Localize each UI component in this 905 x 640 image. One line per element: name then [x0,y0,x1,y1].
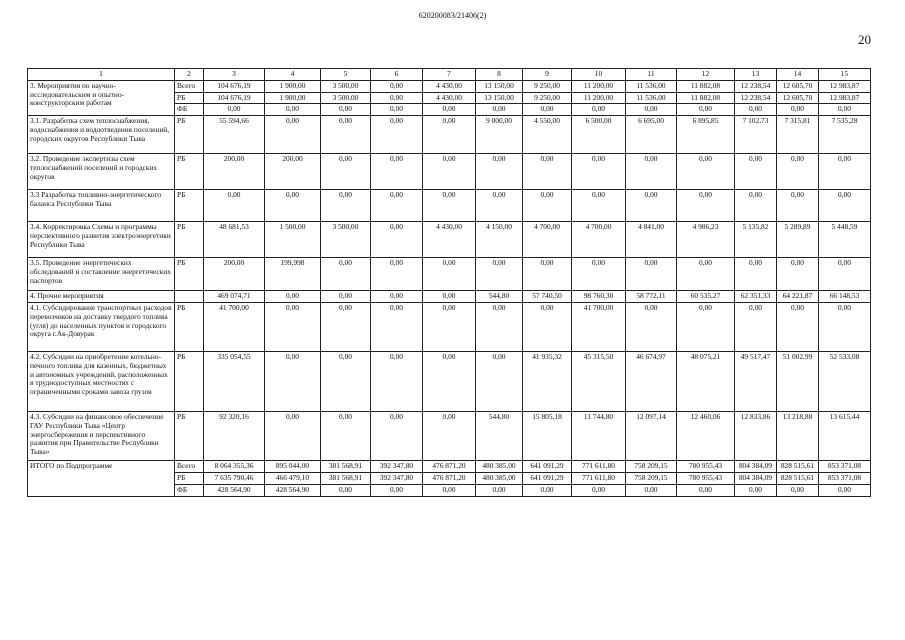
value-cell: 804 384,09 [735,461,777,473]
value-cell: 0,00 [777,485,819,497]
value-cell: 12 238,54 [735,92,777,104]
value-cell: 0,00 [265,412,321,461]
value-cell: 0,00 [626,154,677,190]
value-cell: 0,00 [819,258,871,291]
value-cell: 48 681,53 [204,222,265,258]
value-cell: 104 676,19 [204,81,265,93]
value-cell: 8 064 355,36 [204,461,265,473]
value-cell: 104 676,19 [204,92,265,104]
value-cell: 0,00 [735,154,777,190]
funding-source: ФБ [175,104,204,116]
value-cell: 4 430,00 [423,222,476,258]
budget-table [27,68,871,497]
value-cell: 0,00 [371,116,423,154]
value-cell: 758 209,15 [626,473,677,485]
value-cell: 41 700,00 [204,303,265,352]
value-cell: 4 550,00 [523,116,572,154]
value-cell: 0,00 [572,104,626,116]
value-cell: 200,00 [204,154,265,190]
row-label: 3.2. Проведение экспертизы схем теплоснабжений поселений и городских округов [28,154,175,190]
value-cell: 0,00 [523,154,572,190]
value-cell: 480 385,00 [476,461,523,473]
value-cell: 12 097,14 [626,412,677,461]
value-cell: 0,00 [265,352,321,412]
value-cell: 0,00 [476,485,523,497]
row-label: 4.3. Субсидии на финансовое обеспечение ГАУ Республики Тыва «Центр энергосбережения и перспективного развития при Правительстве Республики Тыва» [28,412,175,461]
value-cell: 0,00 [423,303,476,352]
value-cell: 12 238,54 [735,81,777,93]
value-cell: 476 871,20 [423,473,476,485]
funding-source: РБ [175,190,204,222]
value-cell: 0,00 [677,258,735,291]
column-header: 8 [476,69,523,81]
value-cell: 0,00 [572,485,626,497]
table-row [28,303,871,352]
column-header: 12 [677,69,735,81]
value-cell: 0,00 [626,190,677,222]
value-cell: 48 075,21 [677,352,735,412]
funding-source: РБ [175,412,204,461]
funding-source [175,291,204,303]
value-cell: 392 347,80 [371,461,423,473]
value-cell: 0,00 [476,352,523,412]
value-cell: 428 564,90 [265,485,321,497]
value-cell: 780 955,43 [677,473,735,485]
value-cell: 480 385,00 [476,473,523,485]
value-cell: 0,00 [572,258,626,291]
value-cell: 0,00 [321,303,371,352]
column-header: 2 [175,69,204,81]
value-cell: 4 150,00 [476,222,523,258]
value-cell: 641 091,29 [523,473,572,485]
value-cell: 11 200,00 [572,81,626,93]
value-cell: 11 200,00 [572,92,626,104]
value-cell: 52 533,08 [819,352,871,412]
value-cell: 0,00 [371,190,423,222]
funding-source: ФБ [175,485,204,497]
value-cell: 6 695,00 [626,116,677,154]
funding-source: РБ [175,92,204,104]
value-cell: 62 351,33 [735,291,777,303]
value-cell: 200,00 [265,154,321,190]
value-cell: 0,00 [677,104,735,116]
value-cell: 0,00 [626,104,677,116]
value-cell: 0,00 [321,116,371,154]
value-cell: 49 517,47 [735,352,777,412]
value-cell: 476 871,20 [423,461,476,473]
row-label: 3.3 Разработка топливно-энергетического баланса Республики Тыва [28,190,175,222]
value-cell: 0,00 [265,116,321,154]
value-cell: 0,00 [265,291,321,303]
table-row [28,190,871,222]
value-cell: 13 150,00 [476,81,523,93]
value-cell: 5 448,59 [819,222,871,258]
column-header: 6 [371,69,423,81]
value-cell: 0,00 [819,303,871,352]
value-cell: 41 935,32 [523,352,572,412]
value-cell: 0,00 [371,258,423,291]
value-cell: 0,00 [735,485,777,497]
value-cell: 771 611,80 [572,461,626,473]
value-cell: 0,00 [371,412,423,461]
value-cell: 13 150,00 [476,92,523,104]
column-header: 15 [819,69,871,81]
table-row [28,352,871,412]
value-cell: 0,00 [321,412,371,461]
value-cell: 13 615,44 [819,412,871,461]
value-cell: 0,00 [572,190,626,222]
value-cell: 0,00 [423,412,476,461]
column-header: 3 [204,69,265,81]
value-cell: 199,998 [265,258,321,291]
value-cell: 0,00 [371,92,423,104]
row-label: ИТОГО по Подпрограмме [28,461,175,497]
value-cell: 0,00 [819,104,871,116]
funding-source: РБ [175,154,204,190]
value-cell: 0,00 [677,485,735,497]
value-cell: 0,00 [371,352,423,412]
value-cell: 0,00 [777,303,819,352]
row-label: 3.5. Проведение энергетических обследований и составление энергетических паспортов [28,258,175,291]
column-number-row [28,69,871,81]
value-cell: 469 074,71 [204,291,265,303]
column-header: 10 [572,69,626,81]
value-cell: 0,00 [677,303,735,352]
page-number: 20 [858,32,871,47]
value-cell: 0,00 [371,291,423,303]
value-cell: 392 347,80 [371,473,423,485]
funding-source: Всего [175,461,204,473]
table-row [28,461,871,473]
value-cell: 6 895,85 [677,116,735,154]
value-cell: 4 700,00 [572,222,626,258]
value-cell: 11 882,08 [677,92,735,104]
value-cell: 58 772,11 [626,291,677,303]
value-cell: 55 594,66 [204,116,265,154]
table-row [28,412,871,461]
value-cell: 7 315,81 [777,116,819,154]
value-cell: 3 500,00 [321,222,371,258]
value-cell: 9 250,00 [523,92,572,104]
value-cell: 0,00 [265,190,321,222]
value-cell: 12 833,86 [735,412,777,461]
value-cell: 46 674,97 [626,352,677,412]
value-cell: 0,00 [371,222,423,258]
value-cell: 895 044,00 [265,461,321,473]
value-cell: 0,00 [423,154,476,190]
value-cell: 0,00 [321,485,371,497]
value-cell: 3 500,00 [321,92,371,104]
value-cell: 0,00 [321,190,371,222]
value-cell: 0,00 [777,154,819,190]
value-cell: 0,00 [321,291,371,303]
value-cell: 544,80 [476,412,523,461]
value-cell: 41 700,00 [572,303,626,352]
document-id: 620200083/21406(2) [418,11,487,20]
value-cell: 0,00 [423,116,476,154]
value-cell: 0,00 [819,485,871,497]
value-cell: 0,00 [371,485,423,497]
row-label: 3.1. Разработка схем теплоснабжения, водоснабжения и водоотведения поселений, городских округов Республики Тыва [28,116,175,154]
column-header: 14 [777,69,819,81]
value-cell: 0,00 [476,154,523,190]
column-header: 7 [423,69,476,81]
value-cell: 5 135,82 [735,222,777,258]
value-cell: 0,00 [626,303,677,352]
value-cell: 0,00 [371,303,423,352]
value-cell: 0,00 [523,190,572,222]
funding-source: РБ [175,473,204,485]
value-cell: 544,80 [476,291,523,303]
value-cell: 7 535,28 [819,116,871,154]
value-cell: 0,00 [735,258,777,291]
value-cell: 428 564,90 [204,485,265,497]
value-cell: 641 091,29 [523,461,572,473]
value-cell: 0,00 [371,154,423,190]
value-cell: 200,00 [204,258,265,291]
value-cell: 5 289,89 [777,222,819,258]
value-cell: 0,00 [735,190,777,222]
value-cell: 771 611,80 [572,473,626,485]
value-cell: 1 900,00 [265,92,321,104]
value-cell: 0,00 [423,104,476,116]
value-cell: 0,00 [204,190,265,222]
value-cell: 828 515,61 [777,473,819,485]
value-cell: 0,00 [677,190,735,222]
value-cell: 828 515,61 [777,461,819,473]
value-cell: 60 535,27 [677,291,735,303]
value-cell: 0,00 [423,291,476,303]
value-cell: 92 320,16 [204,412,265,461]
value-cell: 335 054,55 [204,352,265,412]
value-cell: 0,00 [819,190,871,222]
value-cell: 98 760,30 [572,291,626,303]
funding-source: РБ [175,258,204,291]
value-cell: 4 986,23 [677,222,735,258]
value-cell: 0,00 [423,190,476,222]
value-cell: 12 983,87 [819,92,871,104]
table-row [28,81,871,93]
value-cell: 12 605,70 [777,92,819,104]
funding-source: РБ [175,352,204,412]
value-cell: 0,00 [321,352,371,412]
column-header: 11 [626,69,677,81]
value-cell: 0,00 [777,190,819,222]
value-cell: 66 148,53 [819,291,871,303]
value-cell: 0,00 [677,154,735,190]
value-cell: 804 384,09 [735,473,777,485]
value-cell: 13 218,88 [777,412,819,461]
value-cell: 758 209,15 [626,461,677,473]
value-cell: 0,00 [371,104,423,116]
value-cell: 15 805,18 [523,412,572,461]
value-cell: 0,00 [423,352,476,412]
value-cell: 0,00 [204,104,265,116]
row-label: 4.2. Субсидии на приобретение котельно-печного топлива для казенных, бюджетных и автономных учреждений, расположенных в труднодоступных местностях с ограниченными сроками завоза грузов [28,352,175,412]
value-cell: 3 500,00 [321,81,371,93]
value-cell: 0,00 [735,303,777,352]
value-cell: 11 536,00 [626,81,677,93]
value-cell: 0,00 [523,104,572,116]
value-cell: 4 430,00 [423,92,476,104]
value-cell: 57 740,50 [523,291,572,303]
value-cell: 4 841,00 [626,222,677,258]
table-row [28,222,871,258]
value-cell: 45 315,50 [572,352,626,412]
value-cell: 7 102,73 [735,116,777,154]
value-cell: 7 635 790,46 [204,473,265,485]
value-cell: 0,00 [371,81,423,93]
row-label: 3.4. Корректировка Схемы и программы перспективного развития электроэнергетики Республики Тыва [28,222,175,258]
column-header: 9 [523,69,572,81]
value-cell: 0,00 [476,303,523,352]
value-cell: 12 460,06 [677,412,735,461]
value-cell: 0,00 [777,104,819,116]
value-cell: 0,00 [321,154,371,190]
row-label: 3. Мероприятия по научно-исследовательским и опытно-конструкторским работам [28,81,175,116]
value-cell: 0,00 [735,104,777,116]
value-cell: 12 605,70 [777,81,819,93]
value-cell: 11 882,08 [677,81,735,93]
funding-source: Всего [175,81,204,93]
table-row [28,291,871,303]
value-cell: 4 700,00 [523,222,572,258]
value-cell: 64 221,87 [777,291,819,303]
funding-source: РБ [175,303,204,352]
value-cell: 0,00 [626,258,677,291]
funding-source: РБ [175,222,204,258]
value-cell: 0,00 [777,258,819,291]
value-cell: 0,00 [476,104,523,116]
row-label: 4.1. Субсидирование транспортных расходов перевозчиков на доставку твердого топлива (угля) до населенных пунктов и городского округа г.Ак-Довурак [28,303,175,352]
value-cell: 0,00 [819,154,871,190]
value-cell: 11 536,00 [626,92,677,104]
value-cell: 466 479,10 [265,473,321,485]
column-header: 1 [28,69,175,81]
table-row [28,258,871,291]
funding-source: РБ [175,116,204,154]
value-cell: 51 002,99 [777,352,819,412]
value-cell: 0,00 [523,258,572,291]
value-cell: 0,00 [476,258,523,291]
table-row [28,116,871,154]
value-cell: 12 983,87 [819,81,871,93]
value-cell: 9 000,00 [476,116,523,154]
value-cell: 0,00 [572,154,626,190]
value-cell: 780 955,43 [677,461,735,473]
value-cell: 1 900,00 [265,81,321,93]
value-cell: 11 744,80 [572,412,626,461]
value-cell: 4 430,00 [423,81,476,93]
value-cell: 381 568,91 [321,461,371,473]
value-cell: 853 371,08 [819,473,871,485]
column-header: 5 [321,69,371,81]
value-cell: 0,00 [476,190,523,222]
value-cell: 0,00 [523,303,572,352]
value-cell: 0,00 [626,485,677,497]
value-cell: 0,00 [423,485,476,497]
value-cell: 6 500,00 [572,116,626,154]
value-cell: 0,00 [523,485,572,497]
row-label: 4. Прочие мероприятия [28,291,175,303]
value-cell: 0,00 [321,104,371,116]
value-cell: 0,00 [423,258,476,291]
value-cell: 0,00 [265,303,321,352]
value-cell: 381 568,91 [321,473,371,485]
value-cell: 853 371,08 [819,461,871,473]
table-row [28,154,871,190]
column-header: 4 [265,69,321,81]
value-cell: 1 500,00 [265,222,321,258]
value-cell: 0,00 [265,104,321,116]
value-cell: 9 250,00 [523,81,572,93]
column-header: 13 [735,69,777,81]
value-cell: 0,00 [321,258,371,291]
